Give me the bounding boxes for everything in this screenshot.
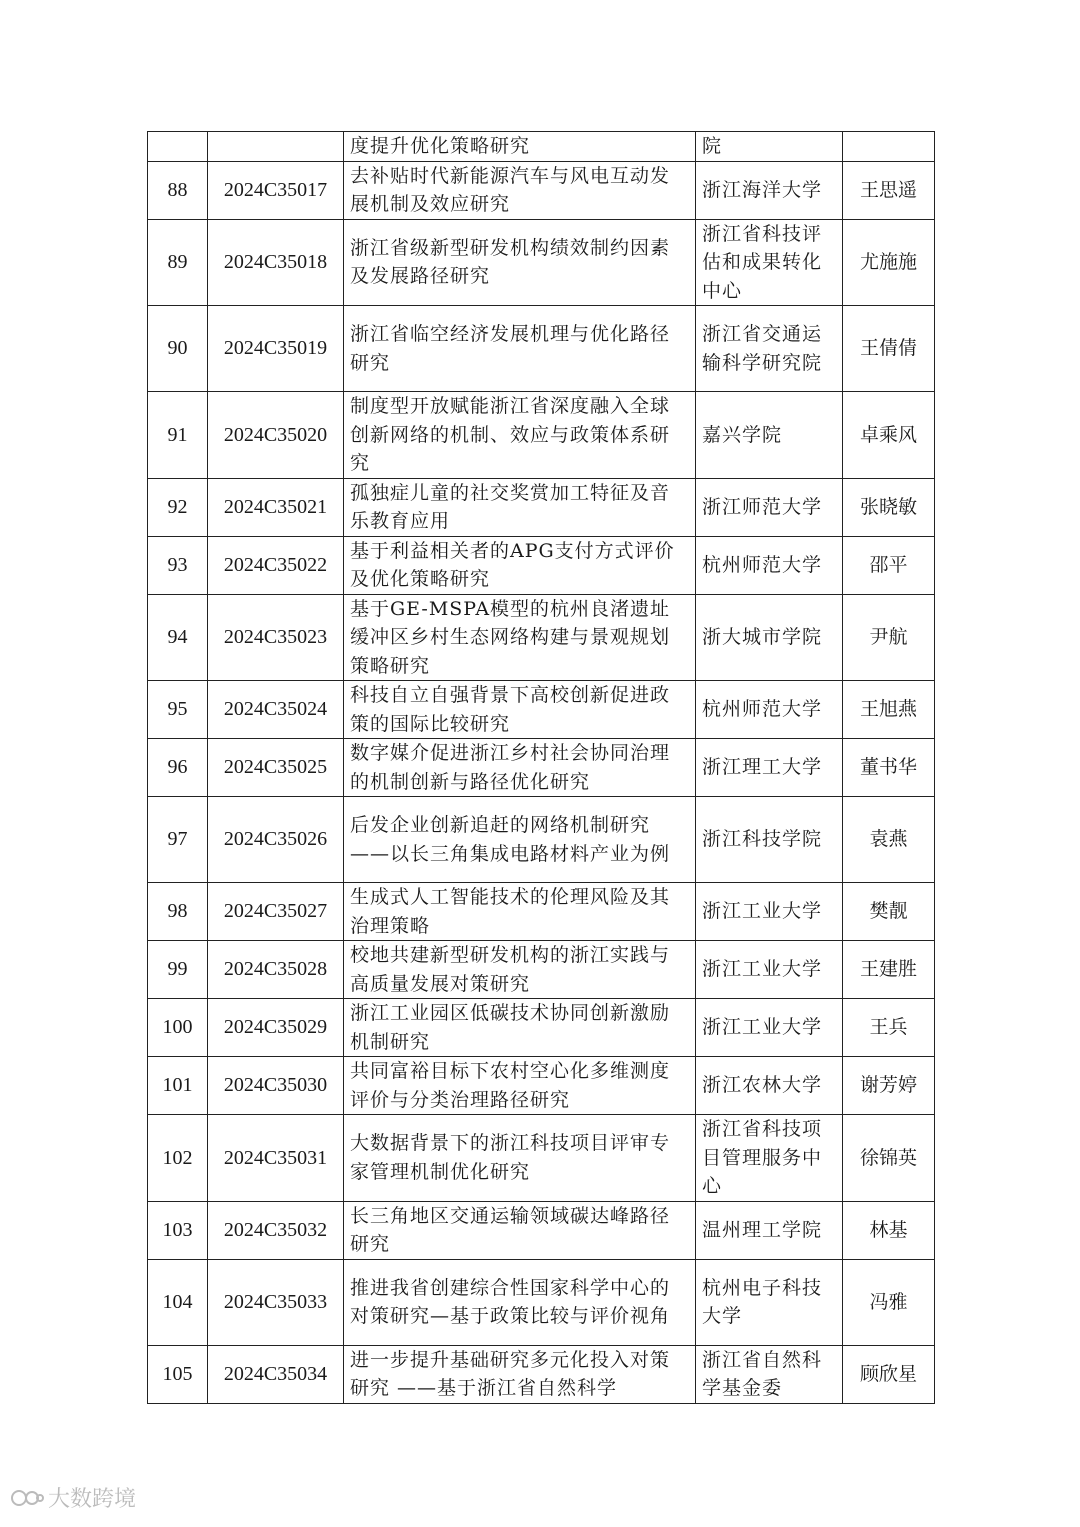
project-title: 浙江工业园区低碳技术协同创新激励机制研究	[344, 999, 696, 1057]
table-row	[148, 739, 935, 797]
table-row	[148, 161, 935, 219]
project-title: 去补贴时代新能源汽车与风电互动发展机制及效应研究	[344, 161, 696, 219]
project-code: 2024C35017	[208, 161, 344, 219]
project-code: 2024C35030	[208, 1057, 344, 1115]
principal-investigator: 张晓敏	[843, 478, 935, 536]
project-code: 2024C35020	[208, 392, 344, 479]
row-number: 98	[148, 883, 208, 941]
project-title: 长三角地区交通运输领域碳达峰路径研究	[344, 1201, 696, 1259]
principal-investigator: 王建胜	[843, 941, 935, 999]
table-row	[148, 536, 935, 594]
table-row	[148, 797, 935, 883]
organization: 浙江工业大学	[696, 999, 843, 1057]
row-number: 100	[148, 999, 208, 1057]
project-code: 2024C35019	[208, 306, 344, 392]
organization: 浙江省科技项目管理服务中心	[696, 1115, 843, 1202]
organization: 嘉兴学院	[696, 392, 843, 479]
organization: 浙大城市学院	[696, 594, 843, 681]
table-row	[148, 681, 935, 739]
project-title: 生成式人工智能技术的伦理风险及其治理策略	[344, 883, 696, 941]
watermark-text: 大数跨境	[48, 1487, 137, 1512]
organization: 浙江师范大学	[696, 478, 843, 536]
project-code: 2024C35024	[208, 681, 344, 739]
project-title: 浙江省级新型研发机构绩效制约因素及发展路径研究	[344, 219, 696, 306]
principal-investigator: 董书华	[843, 739, 935, 797]
project-code: 2024C35022	[208, 536, 344, 594]
principal-investigator: 卓乘风	[843, 392, 935, 479]
principal-investigator: 顾欣星	[843, 1345, 935, 1403]
organization: 浙江工业大学	[696, 941, 843, 999]
row-number: 103	[148, 1201, 208, 1259]
project-code: 2024C35034	[208, 1345, 344, 1403]
principal-investigator: 王旭燕	[843, 681, 935, 739]
project-title: 共同富裕目标下农村空心化多维测度评价与分类治理路径研究	[344, 1057, 696, 1115]
table-row	[148, 883, 935, 941]
row-number: 97	[148, 797, 208, 883]
row-number: 93	[148, 536, 208, 594]
row-number: 91	[148, 392, 208, 479]
watermark	[10, 1482, 136, 1513]
project-code: 2024C35029	[208, 999, 344, 1057]
principal-investigator: 林基	[843, 1201, 935, 1259]
principal-investigator: 王倩倩	[843, 306, 935, 392]
table-row	[148, 306, 935, 392]
table-row	[148, 594, 935, 681]
row-number: 104	[148, 1259, 208, 1345]
principal-investigator: 邵平	[843, 536, 935, 594]
row-number: 94	[148, 594, 208, 681]
principal-investigator	[843, 132, 935, 162]
row-number: 99	[148, 941, 208, 999]
principal-investigator: 谢芳婷	[843, 1057, 935, 1115]
principal-investigator: 袁燕	[843, 797, 935, 883]
project-title: 进一步提升基础研究多元化投入对策研究 ——基于浙江省自然科学	[344, 1345, 696, 1403]
project-code: 2024C35023	[208, 594, 344, 681]
row-number: 88	[148, 161, 208, 219]
organization: 浙江理工大学	[696, 739, 843, 797]
project-code: 2024C35028	[208, 941, 344, 999]
project-title: 度提升优化策略研究	[344, 132, 696, 162]
row-number: 105	[148, 1345, 208, 1403]
row-number: 101	[148, 1057, 208, 1115]
organization: 杭州师范大学	[696, 536, 843, 594]
table-row	[148, 392, 935, 479]
table-row	[148, 1201, 935, 1259]
brand-logo-icon	[10, 1487, 44, 1509]
table-row	[148, 132, 935, 162]
organization: 浙江海洋大学	[696, 161, 843, 219]
project-title: 基于GE-MSPA模型的杭州良渚遗址缓冲区乡村生态网络构建与景观规划策略研究	[344, 594, 696, 681]
organization: 浙江农林大学	[696, 1057, 843, 1115]
project-title: 推进我省创建综合性国家科学中心的对策研究—基于政策比较与评价视角	[344, 1259, 696, 1345]
row-number: 89	[148, 219, 208, 306]
project-code: 2024C35026	[208, 797, 344, 883]
principal-investigator: 王兵	[843, 999, 935, 1057]
table-row	[148, 999, 935, 1057]
project-table	[147, 131, 935, 1404]
principal-investigator: 尤施施	[843, 219, 935, 306]
principal-investigator: 徐锦英	[843, 1115, 935, 1202]
table-row	[148, 1259, 935, 1345]
project-code: 2024C35025	[208, 739, 344, 797]
project-code: 2024C35021	[208, 478, 344, 536]
table-row	[148, 478, 935, 536]
row-number: 90	[148, 306, 208, 392]
project-code: 2024C35018	[208, 219, 344, 306]
organization: 浙江工业大学	[696, 883, 843, 941]
table-row	[148, 1057, 935, 1115]
row-number: 95	[148, 681, 208, 739]
principal-investigator: 尹航	[843, 594, 935, 681]
organization: 杭州电子科技大学	[696, 1259, 843, 1345]
organization: 杭州师范大学	[696, 681, 843, 739]
project-title: 后发企业创新追赶的网络机制研究——以长三角集成电路材料产业为例	[344, 797, 696, 883]
table-row	[148, 941, 935, 999]
project-code: 2024C35033	[208, 1259, 344, 1345]
project-title: 校地共建新型研发机构的浙江实践与高质量发展对策研究	[344, 941, 696, 999]
table-row	[148, 1115, 935, 1202]
project-title: 制度型开放赋能浙江省深度融入全球创新网络的机制、效应与政策体系研究	[344, 392, 696, 479]
project-code: 2024C35032	[208, 1201, 344, 1259]
principal-investigator: 樊靓	[843, 883, 935, 941]
principal-investigator: 冯雅	[843, 1259, 935, 1345]
organization: 浙江省科技评估和成果转化中心	[696, 219, 843, 306]
row-number	[148, 132, 208, 162]
organization: 温州理工学院	[696, 1201, 843, 1259]
organization: 浙江科技学院	[696, 797, 843, 883]
project-title: 基于利益相关者的APG支付方式评价及优化策略研究	[344, 536, 696, 594]
project-code: 2024C35027	[208, 883, 344, 941]
row-number: 96	[148, 739, 208, 797]
row-number: 102	[148, 1115, 208, 1202]
project-title: 数字媒介促进浙江乡村社会协同治理的机制创新与路径优化研究	[344, 739, 696, 797]
project-title: 科技自立自强背景下高校创新促进政策的国际比较研究	[344, 681, 696, 739]
project-code: 2024C35031	[208, 1115, 344, 1202]
principal-investigator: 王思遥	[843, 161, 935, 219]
project-title: 大数据背景下的浙江科技项目评审专家管理机制优化研究	[344, 1115, 696, 1202]
project-title: 孤独症儿童的社交奖赏加工特征及音乐教育应用	[344, 478, 696, 536]
project-code	[208, 132, 344, 162]
table-row	[148, 219, 935, 306]
organization: 浙江省交通运输科学研究院	[696, 306, 843, 392]
project-title: 浙江省临空经济发展机理与优化路径研究	[344, 306, 696, 392]
table-row	[148, 1345, 935, 1403]
organization: 浙江省自然科学基金委	[696, 1345, 843, 1403]
organization: 院	[696, 132, 843, 162]
row-number: 92	[148, 478, 208, 536]
